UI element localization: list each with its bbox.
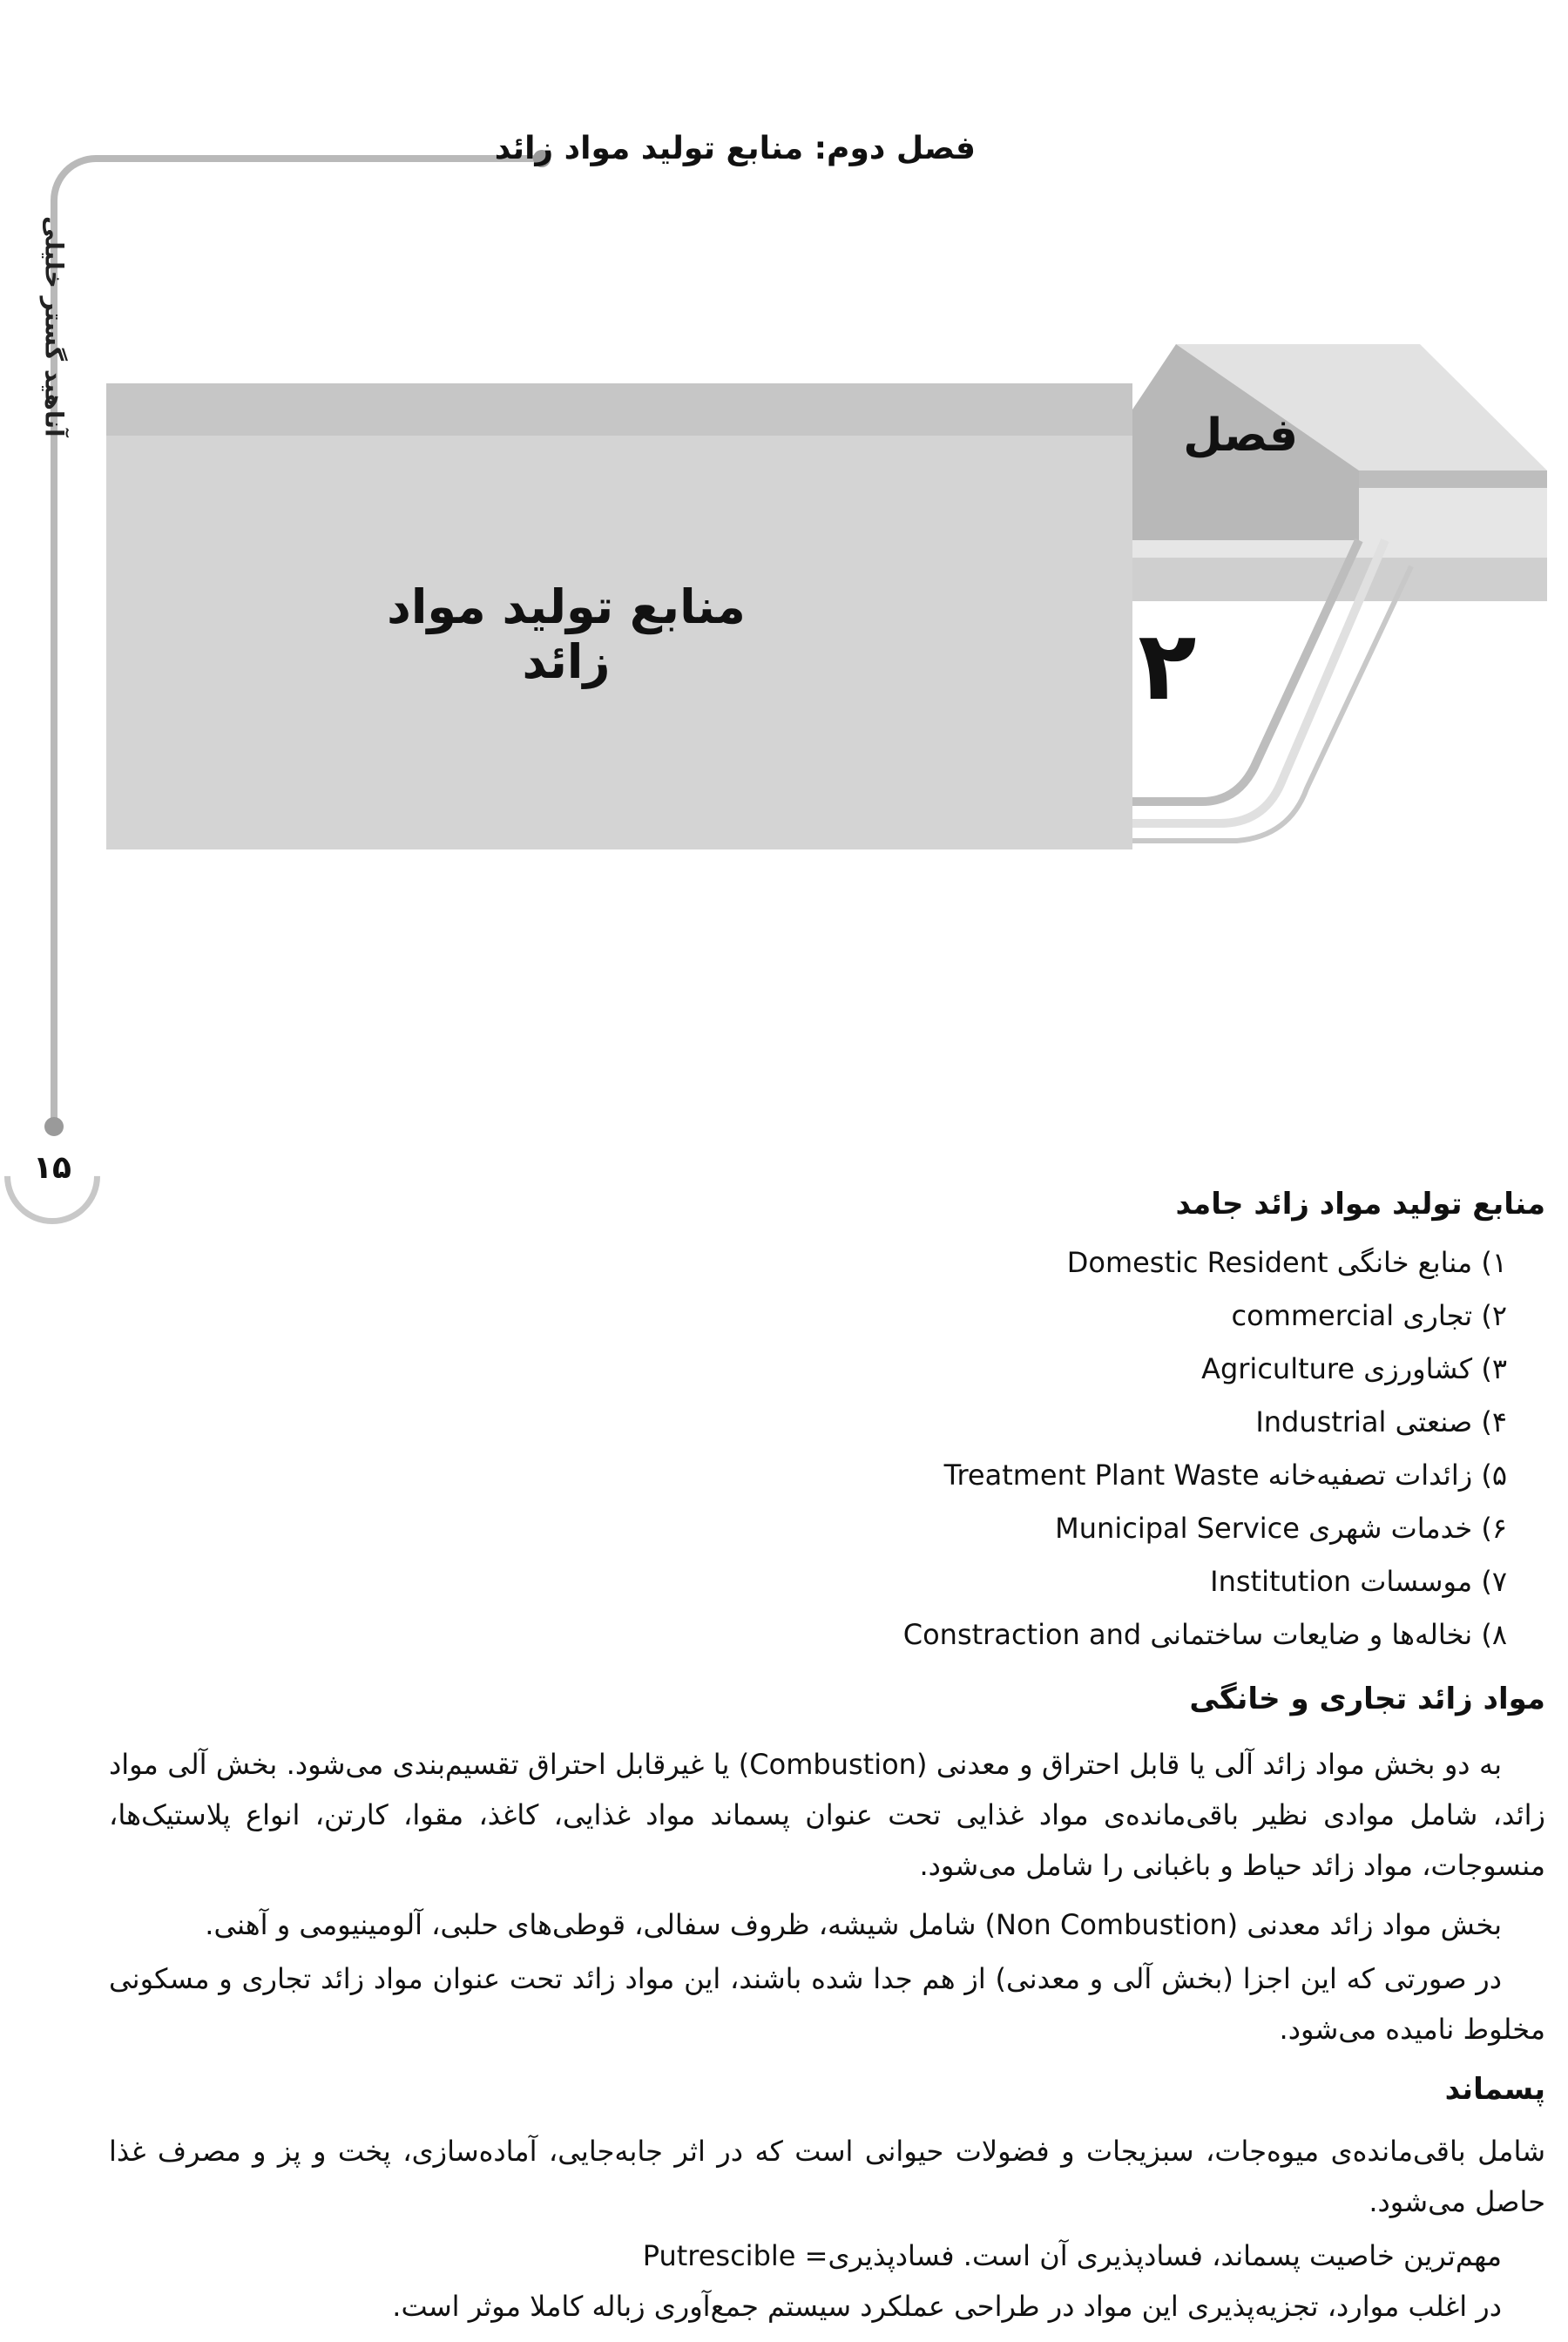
- running-header: فصل دوم: منابع تولید مواد زائد: [494, 131, 976, 166]
- paragraph: به دو بخش مواد زائد آلی یا قابل احتراق و معدنی (Combustion) یا غیرقابل احتراق تقسیم‌بندی می‌شود. بخش آلی مواد زائد، شامل موادی نظیر باقی‌مانده‌ی مواد غذایی تحت عنوان پسماند مواد غذایی، کاغذ، مقوا، کارتن، انواع پلاستیک‌ها، منسوجات، مواد زائد حیاط و باغبانی را شامل می‌شود.: [109, 1748, 1545, 1882]
- side-author: آناهید گستر خلیلی: [39, 216, 69, 437]
- list-item: ۸) نخاله‌ها و ضایعات ساختمانی Constraction and: [902, 1618, 1507, 1651]
- chapter-number: ۲: [1138, 610, 1197, 721]
- paragraph: در اغلب موارد، تجزیه‌پذیری این مواد در طراحی عملکرد سیستم جمع‌آوری زباله کاملا موثر است.: [392, 2290, 1502, 2323]
- page-number: ۱۵: [33, 1150, 71, 1186]
- list-item: ۴) صنعتی Industrial: [1255, 1405, 1507, 1438]
- frame-corner: [51, 155, 103, 207]
- list-item: ۶) خدمات شهری Municipal Service: [1055, 1512, 1507, 1545]
- paragraph: مهم‌ترین خاصیت پسماند، فسادپذیری آن است. فسادپذیری= Putrescible: [642, 2239, 1502, 2272]
- list-item: ۱) منابع خانگی Domestic Resident: [1066, 1246, 1507, 1279]
- chapter-title: منابع تولید مواد زائد: [387, 579, 746, 689]
- list-item: ۷) موسسات Institution: [1210, 1565, 1507, 1598]
- section-heading-solid: منابع تولید مواد زائد جامد: [1175, 1187, 1545, 1222]
- section-heading-residue: پسماند: [1444, 2072, 1545, 2107]
- chapter-banner: [0, 331, 1568, 871]
- paragraph: بخش مواد زائد معدنی (Non Combustion) شامل شیشه، ظروف سفالی، قوطی‌های حلبی، آلومینیومی و آهنی.: [205, 1908, 1502, 1941]
- paragraph: شامل باقی‌مانده‌ی میوه‌جات، سبزیجات و فضولات حیوانی است که در اثر جابه‌جایی، آماده‌سازی، پخت و پز و مصرف غذا حاصل می‌شود.: [109, 2135, 1545, 2218]
- tab-edge: [1359, 470, 1547, 488]
- chapter-label: فصل: [1183, 410, 1298, 462]
- list-item: ۲) تجاری commercial: [1231, 1299, 1507, 1332]
- section-heading-commercial: مواد زائد تجاری و خانگی: [1189, 1682, 1545, 1716]
- paragraph: در صورتی که این اجزا (بخش آلی و معدنی) از هم جدا شده باشند، این مواد زائد تحت عنوان مواد زائد تجاری و مسکونی مخلوط نامیده می‌شود.: [109, 1962, 1545, 2046]
- list-item: ۵) زائدات تصفیه‌خانه Treatment Plant Waste: [943, 1459, 1507, 1492]
- list-item: ۳) کشاورزی Agriculture: [1201, 1352, 1507, 1385]
- banner-top-strip: [106, 383, 1132, 436]
